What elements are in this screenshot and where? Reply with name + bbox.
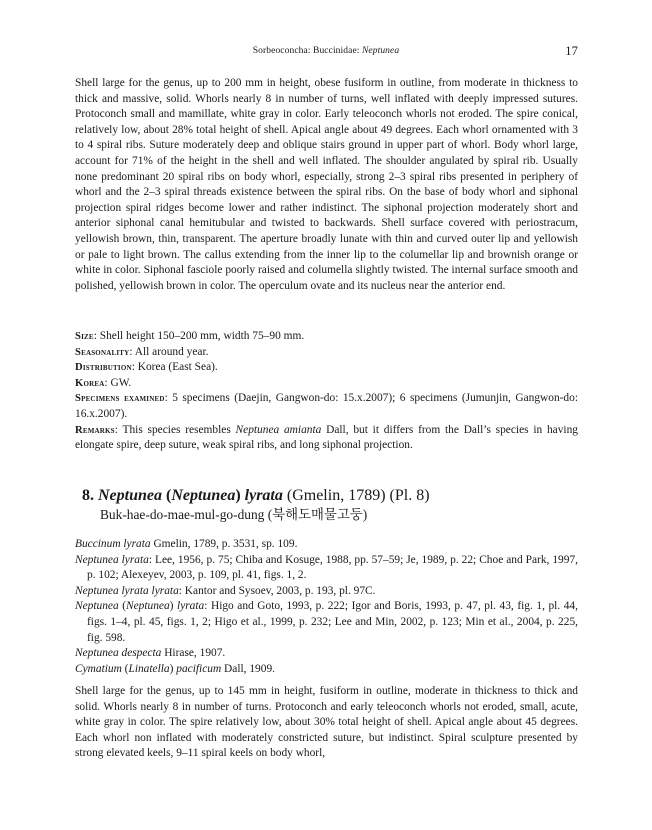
page-number: 17 [565,44,578,58]
synonym-entry: Cymatium (Linatella) pacificum Dall, 1909. [75,662,275,675]
seasonality-label: Seasonality [75,346,130,358]
synonym-entry: Neptunea despecta Hirase, 1907. [75,647,226,660]
korea-fact: Korea: GW. [75,376,132,389]
running-head-text: Sorbeoconcha: Buccinidae: Neptunea [252,46,400,56]
specimens-label: Specimens examined [75,393,165,405]
seasonality-fact: Seasonality: All around year. [75,345,209,358]
synonym-entry: Neptunea lyrata lyrata: Kantor and Sysoev, 2003, p. 193, pl. 97C. [75,584,376,597]
synonym-entry: Neptunea lyrata: Lee, 1956, p. 75; Chiba and Kosuge, 1988, pp. 57–59; Je, 1989, p. 22; Choe and Park, 1997, p. 102; Alexeyev, 2003, p. 109, pl. 41, figs. 1, 2. [75,553,578,582]
size-label: Size [75,331,94,342]
species-description-7: Shell large for the genus, up to 200 mm in height, obese fusiform in outline, from moderate in thickness to thick and massive, solid. Whorls nearly 8 in number of turns, well inflated with deeply impressed sutures. Protoconch small and mamillate, white gray in color. Early teleoconch whorls not eroded. The spire conical, relatively low, about 28% total height of shell. Apical angle about 49 degrees. Each whorl ornamented with 3 to 4 spiral ribs. Suture moderately deep and oblique stairs ground in upper part of whorl. Body whorl large, account for 71% of the height in the shell and well inflated. The shoulder angulated by spiral rib. Usually none predominant 20 spiral ribs on body whorl, especially, strong 2–3 spiral ribs presented in periphery of whorl and the 2–3 spiral threads existence between the spiral ribs. On the base of body whorl and siphonal projection spiral ridges become lower and rather indistinct. The siphonal projection moderately short and anterior siphonal canal hemitubular and twisted to backwards. Shell surface covered with periostracum, yellowish brown, thin, transparent. The aperture broadly lunate with thin and curved outer lip and yellowish or pale to light brown. The callus extending from the inner lip to the columellar lip and brownish orange or white in color. Siphonal fasciole poorly raised and columella slightly twisted. The internal surface smooth and polished, yellowish brown in color. The operculum ovate and its nucleus near the anterior end. [75,77,578,292]
synonym-entry: Neptunea (Neptunea) lyrata: Higo and Goto, 1993, p. 222; Igor and Boris, 1993, p. 47, pl. 43, fig. 1, pl. 44, figs. 1–4, pl. 45, figs. 1, 2; Higo et al., 1999, p. 232; Lee and Min, 2002, p. 123; Min et al., 2004, p. 225, fig. 598. [75,600,578,644]
specimens-fact: Specimens examined: 5 specimens (Daejin, Gangwon-do: 15.x.2007); 6 specimens (Jumunjin, Gangwon-do: 16.x.2007). [75,392,578,420]
distribution-fact: Distribution: Korea (East Sea). [75,361,218,374]
running-head [0,46,652,56]
korea-label: Korea [75,377,105,389]
size-fact: Size: Shell height 150–200 mm, width 75–90 mm. [75,330,305,342]
remarks-fact: Remarks: This species resembles Neptunea amianta Dall, but it differs from the Dall’s species in having elongate spire, deep suture, weak spiral ribs, and long siphonal projection. [75,423,578,452]
species-facts [75,329,578,454]
remarks-label: Remarks [75,424,115,436]
vernacular-name: Buk-hae-do-mae-mul-go-dung (북해도매물고둥) [100,507,368,522]
distribution-label: Distribution [75,362,132,374]
synonym-entry: Buccinum lyrata Gmelin, 1789, p. 3531, sp. 109. [75,538,298,550]
synonymy-list [75,537,578,677]
species-description-8: Shell large for the genus, up to 145 mm in height, fusiform in outline, moderate in thickness to thick and solid. Whorls nearly 8 in number of turns. Protoconch and early teleoconch whorls not eroded, small, acute, white gray in color. The spire relatively low, about 30% total height of shell. Apical angle about 45 degrees. Each whorl non inflated with moderately constricted suture, but indistinct. Spiral sculpture presented by strong elevated keels, 9–11 spiral keels on body whorl, [75,685,578,760]
species-heading: 8. Neptunea (Neptunea) lyrata (Gmelin, 1789) (Pl. 8) [82,487,430,504]
